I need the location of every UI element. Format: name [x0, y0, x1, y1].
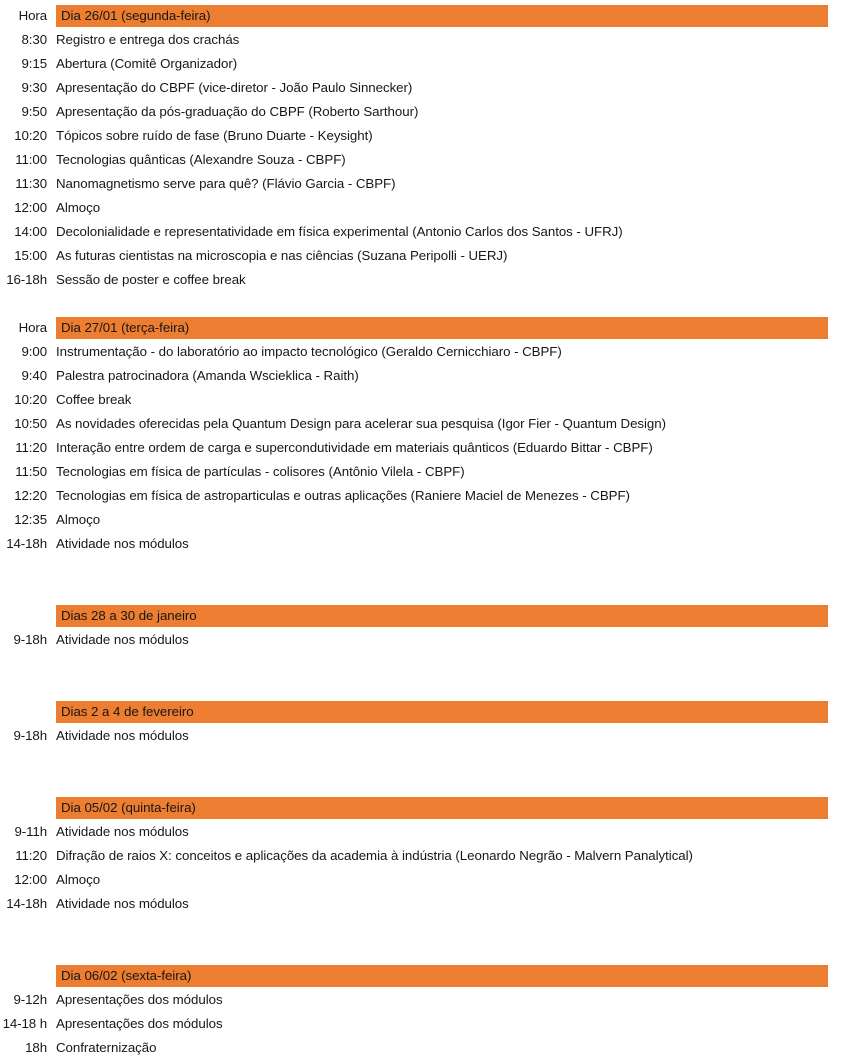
- day-header-label: Dia 27/01 (terça-feira): [56, 317, 828, 339]
- schedule-row: [0, 268, 859, 292]
- schedule-row: [0, 892, 859, 916]
- schedule-row-description: Tópicos sobre ruído de fase (Bruno Duarte - Keysight): [56, 128, 373, 143]
- schedule-row-description: Atividade nos módulos: [56, 632, 189, 647]
- column-gap: [47, 4, 56, 28]
- schedule-row-description: Coffee break: [56, 392, 132, 407]
- column-gap: [47, 868, 56, 892]
- section-spacer: [0, 652, 859, 676]
- column-gap: [47, 28, 56, 52]
- schedule-row: [0, 412, 859, 436]
- schedule-row-description: Atividade nos módulos: [56, 536, 189, 551]
- schedule-row: [0, 220, 859, 244]
- day-header-label: Dia 05/02 (quinta-feira): [56, 797, 828, 819]
- schedule-row: [0, 532, 859, 556]
- schedule-row-description: As novidades oferecidas pela Quantum Design para acelerar sua pesquisa (Igor Fier - Quantum Design): [56, 416, 666, 431]
- day-section: [0, 700, 859, 748]
- schedule-row-time: 9-11h: [14, 824, 47, 839]
- schedule-row-description: Apresentações dos módulos: [56, 1016, 223, 1031]
- schedule-row: [0, 76, 859, 100]
- column-gap: [47, 796, 56, 820]
- schedule-row-time: 9-18h: [13, 728, 47, 743]
- section-spacer: [0, 556, 859, 580]
- schedule-row: [0, 484, 859, 508]
- schedule-row: [0, 244, 859, 268]
- day-section: [0, 4, 859, 292]
- column-gap: [47, 604, 56, 628]
- section-spacer: [0, 292, 859, 316]
- time-column-header: Hora: [18, 8, 47, 23]
- column-gap: [47, 436, 56, 460]
- schedule-row-time: 14-18h: [6, 536, 47, 551]
- schedule-row: [0, 988, 859, 1012]
- column-gap: [47, 340, 56, 364]
- schedule-row-time: 9:40: [21, 368, 47, 383]
- schedule-row-time: 11:30: [15, 176, 47, 191]
- schedule-row-description: Nanomagnetismo serve para quê? (Flávio Garcia - CBPF): [56, 176, 396, 191]
- schedule-row: [0, 460, 859, 484]
- column-gap: [47, 820, 56, 844]
- schedule-row-description: Apresentação do CBPF (vice-diretor - João Paulo Sinnecker): [56, 80, 413, 95]
- schedule-row-time: 9:00: [21, 344, 47, 359]
- schedule-row-description: Almoço: [56, 200, 101, 215]
- schedule-row-description: Almoço: [56, 872, 101, 887]
- section-spacer: [0, 748, 859, 772]
- schedule-row-time: 9:50: [21, 104, 47, 119]
- column-gap: [47, 724, 56, 748]
- column-gap: [47, 700, 56, 724]
- column-gap: [47, 412, 56, 436]
- schedule-row-time: 15:00: [14, 248, 47, 263]
- column-gap: [47, 484, 56, 508]
- schedule-row-time: 10:20: [14, 128, 47, 143]
- column-gap: [47, 508, 56, 532]
- schedule-row: [0, 148, 859, 172]
- day-header-row: [0, 964, 859, 988]
- schedule-row-description: Tecnologias em física de astroparticulas e outras aplicações (Raniere Maciel de Menezes - CBPF): [56, 488, 630, 503]
- time-column-header: Hora: [18, 320, 47, 335]
- column-gap: [47, 244, 56, 268]
- schedule-row-time: 14-18h: [6, 896, 47, 911]
- schedule-row-time: 11:50: [15, 464, 47, 479]
- day-header-label: Dias 2 a 4 de fevereiro: [56, 701, 828, 723]
- day-header-label: Dia 06/02 (sexta-feira): [56, 965, 828, 987]
- column-gap: [47, 52, 56, 76]
- column-gap: [47, 892, 56, 916]
- schedule-row-time: 11:00: [15, 152, 47, 167]
- schedule-row-description: As futuras cientistas na microscopia e nas ciências (Suzana Peripolli - UERJ): [56, 248, 508, 263]
- schedule-row-time: 14:00: [14, 224, 47, 239]
- section-spacer: [0, 580, 859, 604]
- schedule-row: [0, 724, 859, 748]
- schedule-row-time: 16-18h: [6, 272, 47, 287]
- schedule-row-description: Almoço: [56, 512, 101, 527]
- day-header-row: [0, 700, 859, 724]
- time-column-header: [0, 964, 47, 988]
- schedule-row-description: Abertura (Comitê Organizador): [56, 56, 238, 71]
- schedule-row-description: Apresentações dos módulos: [56, 992, 223, 1007]
- schedule-row: [0, 28, 859, 52]
- schedule-row: [0, 436, 859, 460]
- schedule-row-time: 12:00: [14, 872, 47, 887]
- column-gap: [47, 364, 56, 388]
- schedule-row: [0, 1036, 859, 1060]
- schedule-row-time: 14-18 h: [2, 1016, 47, 1031]
- schedule-row-time: 11:20: [15, 440, 47, 455]
- schedule-row-description: Confraternização: [56, 1040, 157, 1055]
- schedule-row: [0, 1012, 859, 1036]
- schedule-row-time: 12:35: [14, 512, 47, 527]
- schedule-row: [0, 340, 859, 364]
- schedule-row: [0, 172, 859, 196]
- day-header-row: [0, 604, 859, 628]
- section-spacer: [0, 676, 859, 700]
- day-header-row: [0, 796, 859, 820]
- section-spacer: [0, 916, 859, 940]
- column-gap: [47, 268, 56, 292]
- day-section: [0, 316, 859, 556]
- schedule-row: [0, 820, 859, 844]
- column-gap: [47, 532, 56, 556]
- column-gap: [47, 964, 56, 988]
- schedule-row: [0, 364, 859, 388]
- column-gap: [47, 844, 56, 868]
- schedule-row-time: 10:50: [14, 416, 47, 431]
- schedule-row-time: 11:20: [15, 848, 47, 863]
- column-gap: [47, 1036, 56, 1060]
- column-gap: [47, 124, 56, 148]
- schedule-row-description: Atividade nos módulos: [56, 896, 189, 911]
- day-section: [0, 604, 859, 652]
- section-spacer: [0, 940, 859, 964]
- schedule-row-time: 9-12h: [13, 992, 47, 1007]
- schedule-row-description: Tecnologias em física de partículas - colisores (Antônio Vilela - CBPF): [56, 464, 465, 479]
- schedule-row-time: 9:15: [21, 56, 47, 71]
- schedule-row-description: Sessão de poster e coffee break: [56, 272, 246, 287]
- column-gap: [47, 316, 56, 340]
- column-gap: [47, 172, 56, 196]
- column-gap: [47, 988, 56, 1012]
- time-column-header: [0, 796, 47, 820]
- schedule-row-time: 9-18h: [13, 632, 47, 647]
- schedule-row-time: 12:20: [14, 488, 47, 503]
- schedule-row-description: Decolonialidade e representatividade em física experimental (Antonio Carlos dos Santos - UFRJ): [56, 224, 623, 239]
- schedule-row-description: Interação entre ordem de carga e supercondutividade em materiais quânticos (Eduardo Bittar - CBPF): [56, 440, 653, 455]
- schedule-row-time: 18h: [25, 1040, 47, 1055]
- schedule-row-time: 9:30: [21, 80, 47, 95]
- day-section: [0, 964, 859, 1060]
- column-gap: [47, 1012, 56, 1036]
- section-spacer: [0, 772, 859, 796]
- schedule-row: [0, 868, 859, 892]
- day-header-row: [0, 4, 859, 28]
- schedule-row: [0, 124, 859, 148]
- column-gap: [47, 196, 56, 220]
- schedule-row-time: 8:30: [21, 32, 47, 47]
- column-gap: [47, 388, 56, 412]
- column-gap: [47, 100, 56, 124]
- schedule-row: [0, 844, 859, 868]
- schedule-row: [0, 388, 859, 412]
- schedule-row: [0, 628, 859, 652]
- column-gap: [47, 220, 56, 244]
- schedule-row: [0, 508, 859, 532]
- column-gap: [47, 148, 56, 172]
- schedule-row-description: Palestra patrocinadora (Amanda Wscieklica - Raith): [56, 368, 359, 383]
- column-gap: [47, 76, 56, 100]
- schedule-row-description: Registro e entrega dos crachás: [56, 32, 240, 47]
- schedule-row: [0, 52, 859, 76]
- schedule-row-time: 10:20: [14, 392, 47, 407]
- schedule-row-description: Atividade nos módulos: [56, 728, 189, 743]
- schedule-row-time: 12:00: [14, 200, 47, 215]
- schedule-row: [0, 196, 859, 220]
- schedule-row-description: Tecnologias quânticas (Alexandre Souza - CBPF): [56, 152, 346, 167]
- column-gap: [47, 460, 56, 484]
- day-section: [0, 796, 859, 916]
- schedule-row: [0, 100, 859, 124]
- day-header-row: [0, 316, 859, 340]
- schedule-row-description: Instrumentação - do laboratório ao impacto tecnológico (Geraldo Cernicchiaro - CBPF): [56, 344, 562, 359]
- day-header-label: Dias 28 a 30 de janeiro: [56, 605, 828, 627]
- time-column-header: [0, 700, 47, 724]
- time-column-header: [0, 604, 47, 628]
- day-header-label: Dia 26/01 (segunda-feira): [56, 5, 828, 27]
- schedule-row-description: Difração de raios X: conceitos e aplicações da academia à indústria (Leonardo Negrão - Malvern Panalytical): [56, 848, 693, 863]
- schedule-row-description: Apresentação da pós-graduação do CBPF (Roberto Sarthour): [56, 104, 419, 119]
- column-gap: [47, 628, 56, 652]
- schedule-row-description: Atividade nos módulos: [56, 824, 189, 839]
